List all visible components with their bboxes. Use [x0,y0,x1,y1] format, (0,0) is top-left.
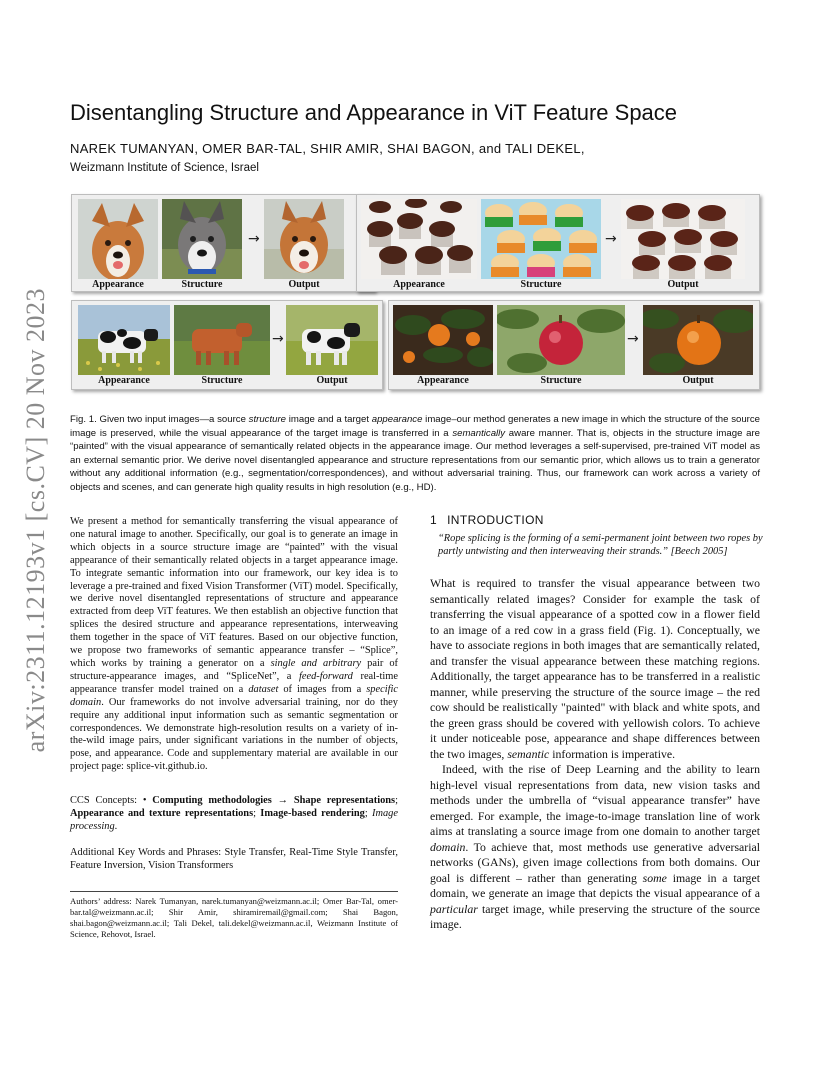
intro-paragraph-2: Indeed, with the rise of Deep Learning and the ability to learn high-level visual representations from data, new vision tasks and methods under the umbrella of “visual appearance transfer” have emerged. For example, the image-to-image translation line of work aims at translating a source image from one domain to another target domain. To achieve that, most methods use generative adversarial networks (GANs), given image collections from both domains. Our goal is different – rather than generating some image in a target domain, we generate an image that depicts the visual appearance of a particular target image, while preserving the structure of the source image. [430,762,760,931]
figure-label-output: Output [667,279,699,290]
intro-paragraph-1: What is required to transfer the visual appearance between two semantically related images? Consider for example the task of transferring the visual appearance of a spotted cow in a flower field to an image of a red cow in a grass field (Fig. 1). Conceptually, we have to associate regions in both images that are semantically related, and transfer the visual appearance between these matching regions. Additionally, the target appearance has to be transferred in a realistic manner, while preserving the structure of the source image – the red cow should be realistically "painted" with black and white spots, and the green grass should be covered with yellowish colors. To achieve it under noticeable pose, appearance and shape differences between the two images, semantic information is imperative. [430,576,760,761]
cow-structure-image [174,305,270,375]
section-number: 1 [430,513,438,527]
figure-label-appearance: Appearance [417,375,469,386]
footnote-rule [70,891,398,892]
orange-tree-appearance-image [393,305,493,375]
figure-group-dogs [71,194,375,292]
author-address-footnote: Authors’ address: Narek Tumanyan, narek.tumanyan@weizmann.ac.il; Omer Bar-Tal, omer-bar.tal@weizmann.ac.il; Shir Amir, shiramiremail@gmail.com; Shai Bagon, shai.bagon@weizmann.ac.il; Tali Dekel, tali.dekel@weizmann.ac.il, Weizmann Institute of Science, Rehovot, Israel. [70,896,398,940]
figure-label-appearance: Appearance [92,279,144,290]
cow-output-image [286,305,378,375]
figure-group-cupcakes [356,194,760,292]
arrow-icon: → [605,231,617,247]
keywords: Additional Key Words and Phrases: Style Transfer, Real-Time Style Transfer, Feature Inversion, Vision Transformers [70,847,398,871]
figure-label-structure: Structure [181,279,223,290]
abstract: We present a method for semantically transferring the visual appearance of one natural image to another. Specifically, our goal is to generate an image in which objects in a source structure image are “painted” with the visual appearance of their semantically related objects in a target appearance image. To integrate semantic information into our framework, our key idea is to leverage a pre-trained and fixed Vision Transformer (ViT) model. Specifically, we derive novel disentangled representations of structure and appearance extracted from deep ViT features. We then establish an objective function that splices the desired structure and appearance representations, interweaving them together in the space of ViT features. Based on our objective function, we propose two frameworks of semantic appearance transfer – “Splice”, which works by training a generator on a single and arbitrary pair of structure-appearance images, and “SpliceNet”, a feed-forward real-time appearance transfer model trained on a dataset of images from a specific domain. Our frameworks do not involve adversarial training, nor do they require any additional input information such as semantic segmentation or correspondences. We demonstrate high-resolution results on a variety of in-the-wild image pairs, under significant variations in the number of objects, pose, and appearance. Code and supplementary material are available in our project page: splice-vit.github.io. [70,516,399,773]
apple-structure-image [497,305,625,375]
section-title: INTRODUCTION [447,513,544,527]
figure-label-structure: Structure [520,279,562,290]
quote-citation: [Beech 2005] [670,546,728,557]
arrow-icon: → [272,331,284,347]
ccs-concepts: CCS Concepts: • Computing methodologies → Shape representations; Appearance and texture representations; Image-based rendering; Image processing. [70,795,398,832]
cupcake-structure-image [481,199,601,279]
dog-structure-image [162,199,242,279]
figure-caption: Fig. 1. Given two input images—a source structure image and a target appearance image–our method generates a new image in which the structure of the source image is preserved, while the visual appearance of the target image is transferred in a semantically aware manner. That is, objects in the structure image are “painted” with the visual appearance of semantically related objects in the appearance image. Our method leverages a self-supervised, pre-trained ViT model as an external semantic prior. We derive novel disentangled appearance and structure representations from our semantic prior, which allows us to train a generator without any additional information (e.g., segmentation/correspondences), and without adversarial training. Thus, our framework can work across a variety of objects and scenes, and can generate high quality results in high resolution (e.g., HD). [70,414,760,493]
paper-title: Disentangling Structure and Appearance in ViT Feature Space [70,100,678,125]
arrow-icon: → [248,231,260,247]
arrow-icon: → [627,331,639,347]
epigraph-quote: “Rope splicing is the forming of a semi-permanent joint between two ropes by partly untwisting and then interweaving their strands.” [Beech 2005] [438,533,763,557]
figure-label-structure: Structure [540,375,582,386]
figure-label-appearance: Appearance [98,375,150,386]
cow-appearance-image [78,305,170,375]
fruit-output-image [643,305,753,375]
author-list: NAREK TUMANYAN, OMER BAR-TAL, SHIR AMIR, SHAI BAGON, and TALI DEKEL, [70,141,585,156]
figure-group-cows [71,300,383,390]
figure-group-fruit [388,300,760,390]
dog-output-image [264,199,344,279]
figure-label-output: Output [682,375,714,386]
arxiv-stamp [20,280,52,760]
arxiv-stamp-text: arXiv:2311.12193v1 [cs.CV] 20 Nov 2023 [21,287,50,753]
figure-label-output: Output [316,375,348,386]
affiliation: Weizmann Institute of Science, Israel [70,162,259,174]
cupcake-output-image [621,199,745,279]
cupcake-appearance-image [361,199,477,279]
figure-label-output: Output [288,279,320,290]
dog-appearance-image [78,199,158,279]
figure-label-appearance: Appearance [393,279,445,290]
section-heading [430,513,544,527]
introduction-body [430,576,760,933]
figure-label-structure: Structure [201,375,243,386]
